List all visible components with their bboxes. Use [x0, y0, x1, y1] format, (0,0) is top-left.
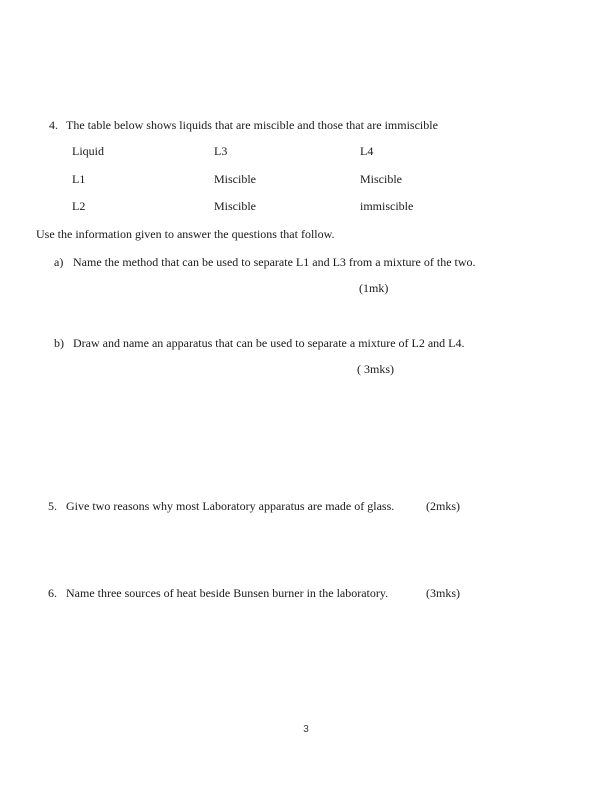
- question-4a-text: Name the method that can be used to separate L1 and L3 from a mixture of the two.: [73, 255, 476, 269]
- question-6-marks: (3mks): [426, 586, 460, 600]
- table-cell-l2-l3: Miscible: [214, 199, 256, 213]
- table-header-cell-liquid: Liquid: [72, 144, 104, 158]
- question-4b-marks: ( 3mks): [357, 362, 394, 376]
- question-4b-text: Draw and name an apparatus that can be used to separate a mixture of L2 and L4.: [73, 336, 465, 350]
- question-4a: [54, 255, 476, 270]
- question-5-number: 5.: [48, 499, 57, 513]
- table-header-cell-l3: L3: [214, 144, 228, 158]
- question-4-number: 4.: [49, 118, 58, 132]
- question-4-stem: [49, 118, 438, 133]
- question-5: [48, 499, 394, 514]
- table-cell-l1-l3: Miscible: [214, 172, 256, 186]
- question-4-text: The table below shows liquids that are miscible and those that are immiscible: [66, 118, 438, 132]
- question-4b: [54, 336, 465, 351]
- table-cell-l1-l4: Miscible: [360, 172, 402, 186]
- question-6-text: Name three sources of heat beside Bunsen burner in the laboratory.: [66, 586, 389, 600]
- question-4b-label: b): [54, 336, 64, 350]
- question-6: [48, 586, 388, 601]
- page-number: 3: [303, 724, 309, 735]
- table-cell-l2: L2: [72, 199, 86, 213]
- question-6-number: 6.: [48, 586, 57, 600]
- question-5-marks: (2mks): [426, 499, 460, 513]
- question-4a-label: a): [54, 255, 64, 269]
- table-cell-l2-l4: immiscible: [360, 199, 414, 213]
- question-5-text: Give two reasons why most Laboratory apparatus are made of glass.: [66, 499, 395, 513]
- question-4a-marks: (1mk): [359, 281, 389, 295]
- question-4-instruction: Use the information given to answer the questions that follow.: [36, 227, 335, 241]
- table-header-cell-l4: L4: [360, 144, 374, 158]
- table-cell-l1: L1: [72, 172, 86, 186]
